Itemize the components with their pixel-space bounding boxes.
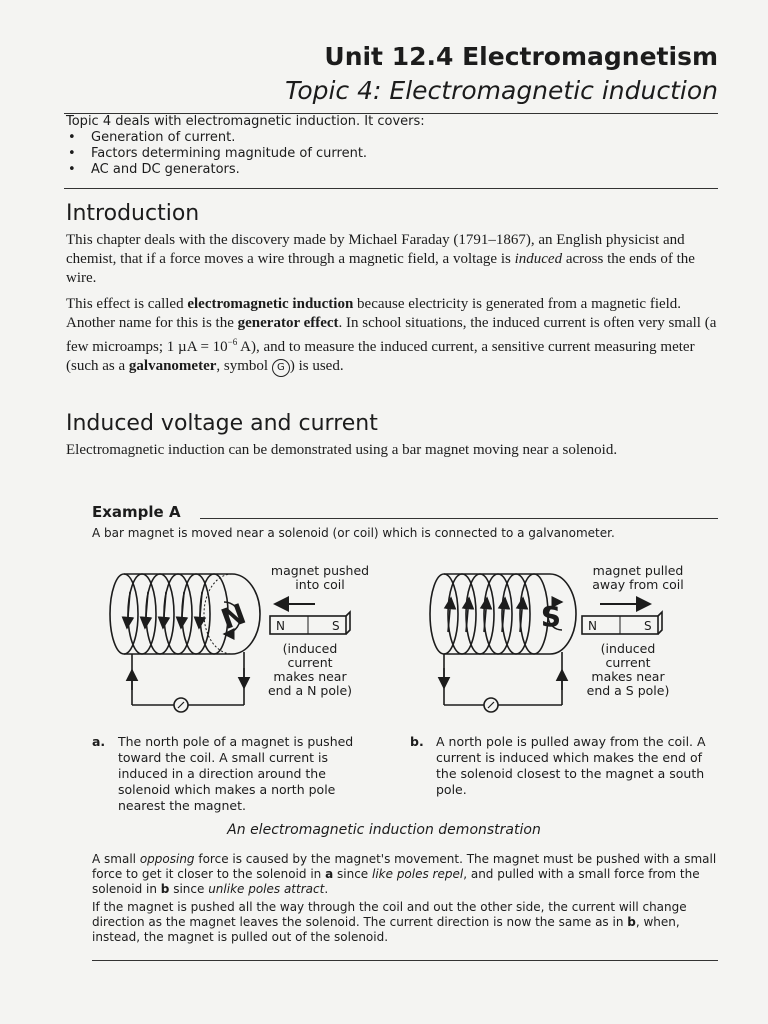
coil-end-pole: N: [216, 597, 251, 637]
induced-heading: Induced voltage and current: [66, 411, 378, 436]
closing-paragraph-1: A small opposing force is caused by the magnet's movement. The magnet must be pushed with a small force to get it closer to the solenoid in a since like poles repel, and pulled with a small force from the solenoid in b since unlike poles attract.: [92, 852, 717, 896]
svg-text:S: S: [644, 619, 652, 633]
overview-item: • AC and DC generators.: [66, 162, 706, 178]
overview-item: • Factors determining magnitude of current.: [66, 146, 706, 162]
example-intro: A bar magnet is moved near a solenoid (or coil) which is connected to a galvanometer.: [92, 526, 615, 540]
footer-rule: [92, 960, 718, 961]
caption-a-letter: a.: [92, 734, 106, 749]
topic-title: Topic 4: Electromagnetic induction: [285, 76, 718, 105]
introduction-heading: Introduction: [66, 201, 200, 226]
bar-magnet: [582, 612, 662, 634]
left-note-label: (induced current makes near end a N pole): [267, 641, 353, 698]
overview-intro: Topic 4 deals with electromagnetic induction. It covers:: [66, 114, 425, 129]
circuit-wires: [132, 652, 244, 705]
caption-a: The north pole of a magnet is pushed toward the coil. A small current is induced in a direction around the solenoid which makes a north pole nearest the magnet.: [118, 734, 354, 813]
example-rule: [200, 518, 718, 519]
topic-overview: [66, 114, 706, 178]
svg-text:N: N: [588, 619, 597, 633]
introduction-paragraph-2: This effect is called electromagnetic induction because electricity is generated from a magnetic field. Another name for this is the generator effect. In school situations, the induced current is often very small (a few microamps; 1 $\mu A = 10^{-6}$ A), and to measure the induced current, a sensitive current measuring meter (such as a galvanometer, symbol G ) is used.: [66, 295, 718, 377]
figure-caption: An electromagnetic induction demonstration: [227, 822, 541, 838]
closing-text: [92, 852, 722, 948]
unit-title: Unit 12.4 Electromagnetism: [324, 42, 718, 71]
right-note-label: (induced current makes near end a S pole): [586, 641, 670, 698]
coil-end-pole: S: [540, 600, 562, 633]
svg-text:N: N: [276, 619, 285, 633]
overview-item: • Generation of current.: [66, 130, 706, 146]
caption-b-letter: b.: [410, 734, 424, 749]
overview-rule: [64, 188, 718, 189]
example-heading: Example A: [92, 503, 181, 521]
galvanometer-symbol: G: [272, 359, 290, 377]
introduction-paragraph-1: This chapter deals with the discovery made by Michael Faraday (1791–1867), an English physicist and chemist, that if a force moves a wire through a magnetic field, a voltage is induced across the ends of the wire.: [66, 232, 695, 286]
svg-text:S: S: [332, 619, 340, 633]
closing-paragraph-2: If the magnet is pushed all the way through the coil and out the other side, the current will change direction as the magnet leaves the solenoid. The current direction is now the same as in b, when, instead, the magnet is pulled out of the solenoid.: [92, 900, 687, 944]
right-action-label: magnet pulled away from coil: [592, 563, 684, 592]
bar-magnet: [270, 612, 350, 634]
induced-paragraph: Electromagnetic induction can be demonstrated using a bar magnet moving near a solenoid.: [66, 442, 618, 458]
caption-b: A north pole is pulled away from the coil. A current is induced which makes the end of the solenoid closest to the magnet a south pole.: [436, 734, 706, 797]
circuit-wires: [444, 652, 562, 705]
overview-list: [66, 130, 706, 178]
left-action-label: magnet pushed into coil: [270, 563, 370, 592]
